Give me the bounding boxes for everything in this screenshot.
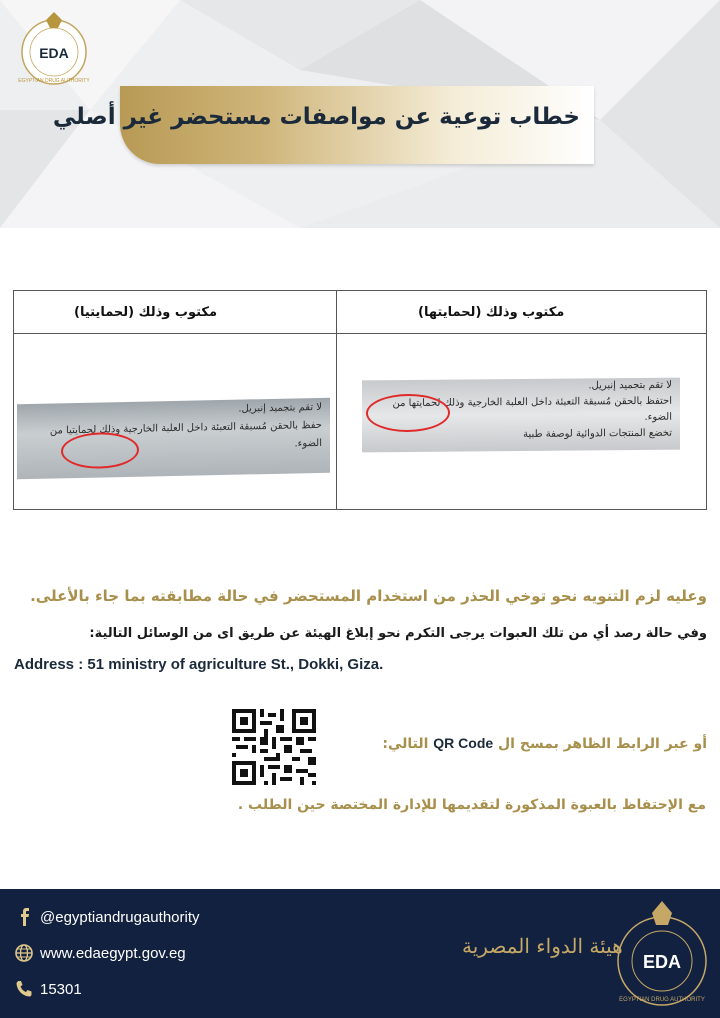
report-instruction: وفي حالة رصد أي من تلك العبوات يرجى التكرم نحو إبلاغ الهيئة عن طريق اى من الوسائل التالية: — [89, 626, 707, 641]
authority-arabic-name: هيئة الدواء المصرية — [462, 934, 623, 958]
title-banner — [52, 86, 594, 164]
svg-text:EDA: EDA — [39, 45, 69, 61]
facebook-icon — [14, 907, 34, 927]
footer — [0, 889, 720, 1018]
svg-text:EGYPTIAN DRUG AUTHORITY: EGYPTIAN DRUG AUTHORITY — [619, 997, 705, 1003]
column-header-original: مكتوب وذلك (لحمايتها) — [418, 305, 565, 320]
comparison-table — [13, 290, 707, 510]
svg-text:EDA: EDA — [642, 952, 682, 972]
warning-paragraph: وعليه لزم التنويه نحو توخي الحذر من استخدام المستحضر في حالة مطابقته بما جاء بالأعلى. — [30, 587, 707, 605]
eda-logo-top — [14, 8, 94, 88]
globe-icon — [14, 943, 34, 963]
website-link[interactable]: www.edaegypt.gov.eg — [14, 943, 186, 963]
eda-logo-footer — [612, 897, 712, 1009]
qr-code-icon[interactable] — [232, 709, 316, 785]
page-title: خطاب توعية عن مواصفات مستحضر غير أصلي — [52, 104, 580, 130]
qr-instruction: أو عبر الرابط الظاهر بمسح ال QR Code التالي: — [382, 735, 707, 752]
column-header-counterfeit: مكتوب وذلك (لحمايتيا) — [74, 305, 218, 320]
eagle-emblem-icon — [652, 901, 672, 925]
red-highlight-circle — [366, 394, 450, 433]
facebook-link[interactable]: @egyptiandrugauthority — [14, 907, 200, 927]
phone-icon — [14, 979, 34, 999]
red-highlight-circle — [61, 432, 139, 470]
counterfeit-pack-photo: لا تقم بتجميد إنبريل. حفظ بالحقن مُسبقة التعبئة داخل العلبة الخارجية وذلك لحمايتيا من الضوء. — [17, 398, 330, 480]
address-line: Address : 51 ministry of agriculture St., Dokki, Giza. — [14, 656, 384, 673]
phone-link[interactable]: 15301 — [14, 979, 82, 999]
retain-pack-note: مع الإحتفاظ بالعبوة المذكورة لتقديمها للإدارة المختصة حين الطلب . — [237, 797, 706, 813]
svg-text:EGYPTIAN DRUG AUTHORITY: EGYPTIAN DRUG AUTHORITY — [18, 78, 90, 84]
original-pack-photo: لا تقم بتجميد إنبريل. احتفظ بالحقن مُسبقة التعبئة داخل العلبة الخارجية وذلك لحمايتها من الضوء. تخضع المنتجات الدوائية لوصفة طبية — [362, 378, 680, 453]
header — [0, 0, 720, 228]
